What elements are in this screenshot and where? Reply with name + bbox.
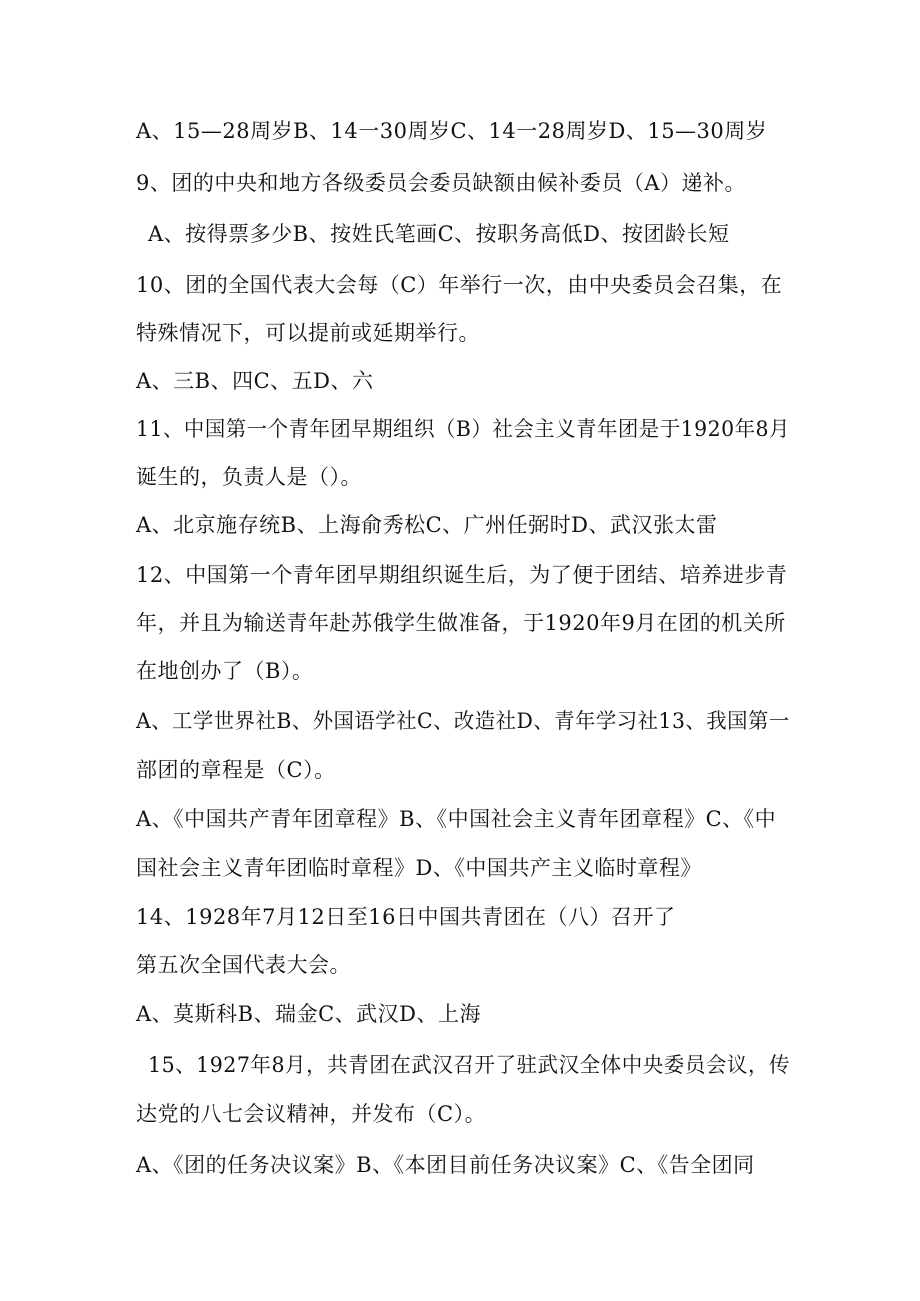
text-line: A、工学世界社B、外国语学社C、改造社D、青年学习社13、我国第一 [136,709,790,733]
text-line: A、《中国共产青年团章程》B、《中国社会主义青年团章程》C、《中 [136,807,777,831]
text-line: A、《团的任务决议案》B、《本团目前任务决议案》C、《告全团同 [136,1153,755,1177]
text-line: 10、团的全国代表大会每（C）年举行一次，由中央委员会召集，在 [136,273,783,297]
text-line: 国社会主义青年团临时章程》D、《中国共产主义临时章程》 [136,856,702,880]
text-line: 9、团的中央和地方各级委员会委员缺额由候补委员（A）递补。 [136,171,747,195]
text-line: 部团的章程是（C）。 [136,758,336,782]
text-line: A、莫斯科B、瑞金C、武汉D、上海 [136,1002,482,1026]
text-line: 12、中国第一个青年团早期组织诞生后，为了便于团结、培养进步青 [136,563,788,587]
text-line: 11、中国第一个青年团早期组织（B）社会主义青年团是于1920年8月 [136,417,790,441]
text-line: 特殊情况下，可以提前或延期举行。 [136,321,480,345]
text-line: 15、1927年8月，共青团在武汉召开了驻武汉全体中央委员会议，传 [148,1053,791,1077]
text-line: A、15—28周岁B、14一30周岁C、14一28周岁D、15—30周岁 [136,119,768,143]
text-line: 14、1928年7月12日至16日中国共青团在（八）召开了 [136,905,676,929]
text-line: 诞生的，负责人是（）。 [136,465,362,489]
text-line: 达党的八七会议精神，并发布（C）。 [136,1102,487,1126]
text-line: A、北京施存统B、上海俞秀松C、广州任弼时D、武汉张太雷 [136,513,718,537]
text-line: A、三B、四C、五D、六 [136,369,374,393]
text-line: 在地创办了（B）。 [136,659,314,683]
text-line: 年，并且为输送青年赴苏俄学生做准备，于1920年9月在团的机关所 [136,611,786,635]
text-line: A、按得票多少B、按姓氏笔画C、按职务高低D、按团龄长短 [148,222,730,246]
text-line: 第五次全国代表大会。 [136,953,351,977]
